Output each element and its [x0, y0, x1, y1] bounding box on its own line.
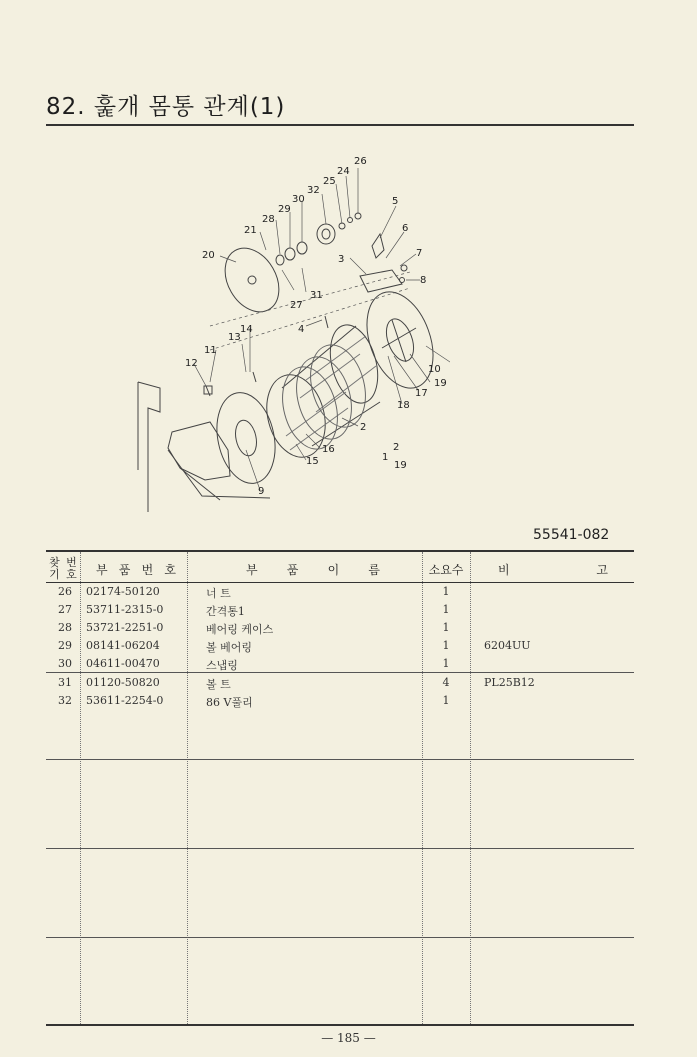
row-quantity: 4 — [442, 676, 450, 689]
callout-30: 30 — [292, 194, 305, 205]
header-part-name — [246, 556, 380, 582]
callout-2: 2 — [360, 422, 367, 433]
callout-17: 17 — [415, 388, 428, 399]
callout-1-sub-2: 2 — [393, 442, 400, 453]
callout-25: 25 — [323, 176, 336, 187]
table-row — [46, 692, 634, 710]
row-part-name: 너 트 — [206, 587, 231, 600]
row-group-rule — [46, 759, 634, 760]
callout-11: 11 — [204, 345, 217, 356]
callout-29: 29 — [278, 204, 291, 215]
callout-8: 8 — [420, 275, 427, 286]
header-part-name-char: 품 — [286, 562, 299, 577]
callout-4: 4 — [298, 324, 305, 335]
row-part-name: 86 V풀리 — [206, 696, 253, 709]
header-part-name-char: 이 — [327, 562, 340, 577]
row-no: 30 — [58, 657, 72, 670]
table-row — [46, 674, 634, 692]
frame-outline — [138, 382, 160, 512]
callout-9: 9 — [258, 486, 265, 497]
row-remark: PL25B12 — [484, 676, 535, 689]
header-remarks-char: 비 — [498, 562, 510, 577]
callout-3: 3 — [338, 254, 345, 265]
callout-1-sub-19: 19 — [394, 460, 407, 471]
page-title: 82. 훑개 몸통 관계(1) — [46, 94, 286, 120]
row-no: 28 — [58, 621, 72, 634]
header-part-number-char: 번 — [141, 562, 154, 577]
callout-32: 32 — [307, 185, 320, 196]
table-row — [46, 583, 634, 601]
table-top-rule — [46, 550, 634, 552]
row-part-number: 53711-2315-0 — [86, 603, 164, 616]
bracket — [372, 234, 384, 258]
callout-5: 5 — [392, 196, 399, 207]
callout-31: 31 — [310, 290, 323, 301]
row-part-number: 01120-50820 — [86, 676, 160, 689]
row-part-number: 04611-00470 — [86, 657, 160, 670]
diagram-callouts — [185, 156, 447, 497]
row-group-rule — [46, 672, 634, 673]
callout-27: 27 — [290, 300, 303, 311]
row-quantity: 1 — [442, 657, 450, 670]
callout-20: 20 — [202, 250, 215, 261]
row-part-name: 간격통1 — [206, 605, 245, 618]
row-remark: 6204UU — [484, 639, 531, 652]
row-part-name: 스냅링 — [206, 659, 238, 672]
header-remarks — [498, 556, 608, 582]
header-no-line-2: 번호 — [66, 556, 77, 581]
callout-16: 16 — [322, 444, 335, 455]
table-row — [46, 637, 634, 655]
row-no: 27 — [58, 603, 72, 616]
row-quantity: 1 — [442, 621, 450, 634]
header-part-name-char: 름 — [368, 562, 380, 577]
title-rule — [46, 124, 634, 126]
callout-13: 13 — [228, 332, 241, 343]
table-row — [46, 601, 634, 619]
header-no-line-1: 찾기 — [49, 556, 60, 581]
row-quantity: 1 — [442, 694, 450, 707]
callout-10: 10 — [428, 364, 441, 375]
header-part-number-char: 품 — [118, 562, 131, 577]
row-part-name: 볼 베어링 — [206, 641, 253, 654]
header-part-number-char: 부 — [96, 562, 108, 577]
callout-12: 12 — [185, 358, 198, 369]
header-no — [46, 556, 80, 582]
exploded-parts-diagram — [110, 150, 450, 520]
row-no: 31 — [58, 676, 72, 689]
header-part-number-char: 호 — [164, 562, 176, 577]
row-part-number: 02174-50120 — [86, 585, 160, 598]
row-part-number: 08141-06204 — [86, 639, 160, 652]
cover-plate — [360, 270, 402, 292]
row-quantity: 1 — [442, 585, 450, 598]
table-row — [46, 655, 634, 673]
callout-24: 24 — [337, 166, 350, 177]
header-remarks-char: 고 — [596, 562, 608, 577]
row-group-rule — [46, 937, 634, 938]
row-quantity: 1 — [442, 603, 450, 616]
row-no: 29 — [58, 639, 72, 652]
row-no: 26 — [58, 585, 72, 598]
callout-1: 1 — [382, 452, 389, 463]
page-number: — 185 — — [321, 1031, 376, 1045]
callout-6: 6 — [402, 223, 409, 234]
v-pulley — [317, 224, 335, 244]
callout-21: 21 — [244, 225, 257, 236]
callout-28: 28 — [262, 214, 275, 225]
callout-26: 26 — [354, 156, 367, 167]
table-bottom-rule — [46, 1024, 634, 1026]
callout-15: 15 — [306, 456, 319, 467]
right-end-plate — [355, 283, 446, 397]
callout-18: 18 — [397, 400, 410, 411]
row-quantity: 1 — [442, 639, 450, 652]
callout-7: 7 — [416, 248, 423, 259]
header-quantity-text: 소요수 — [428, 562, 464, 577]
row-part-number: 53611-2254-0 — [86, 694, 164, 707]
callout-19: 19 — [434, 378, 447, 389]
header-part-number — [96, 556, 176, 582]
row-part-name: 베어링 케이스 — [206, 623, 274, 636]
diagram-code: 55541-082 — [533, 527, 610, 543]
row-part-number: 53721-2251-0 — [86, 621, 164, 634]
row-no: 32 — [58, 694, 72, 707]
top-plate — [214, 239, 290, 322]
callout-14: 14 — [240, 324, 253, 335]
row-part-name: 볼 트 — [206, 678, 231, 691]
row-group-rule — [46, 848, 634, 849]
table-row — [46, 619, 634, 637]
header-part-name-char: 부 — [246, 562, 258, 577]
header-quantity — [424, 556, 468, 582]
